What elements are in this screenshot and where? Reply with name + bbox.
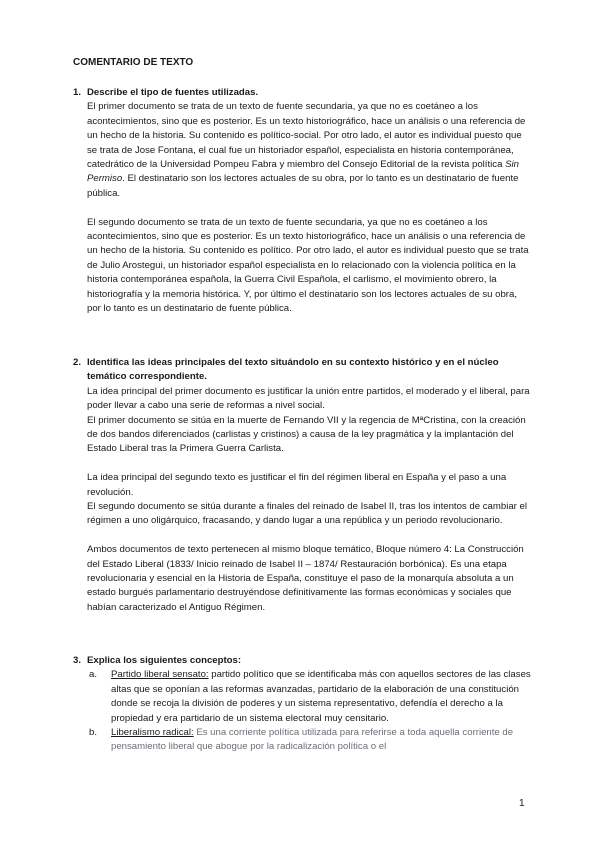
page-title: COMENTARIO DE TEXTO [73,57,194,68]
section-1-paragraph-2: El segundo documento se trata de un texto de fuente secundaria, ya que no es coetáneo a los acontecimientos, sino que es posterior. Es un texto historiográfico, hace un análisis o una referencia de un hecho de la historia. Su contenido es político. Por otro lado, el autor es individual puesto que se trata de Julio Arostegui, un historiador español especialista en lo relacionado con la violencia política en la historia contemporánea española, la Guerra Civil Española, el carlismo, el movimiento obrero, la historiografía y la memoria histórica. Y, por último el destinatario son los lectores actuales de su obra, por lo tanto es un destinatario de fuente pública. [87,216,529,315]
concept-b [87,726,533,755]
concept-a [87,668,533,726]
section-2-paragraph-4: El segundo documento se sitúa durante a finales del reinado de Isabel II, tras los intentos de cambiar el régimen a uno oligárquico, fracasando, y dando lugar a una república y un periodo revolucionario. [87,501,527,527]
section-2-heading [73,356,533,385]
section-1-title: Describe el tipo de fuentes utilizadas. [87,87,259,98]
section-3-number: 3. [73,655,82,666]
concept-b-definition: Es una corriente política utilizada para referirse a toda aquella corriente de pensamiento liberal que abogue por la radicalización política o el [111,727,514,753]
journal-title: Sin Permiso [87,159,519,185]
paragraph-text: . El destinatario son los lectores actuales de su obra, por lo tanto es un destinatario de fuente pública. [87,173,519,199]
concept-a-letter: a. [89,669,98,681]
section-1-number: 1. [73,87,82,98]
section-3 [73,654,533,755]
concept-a-term: Partido liberal sensato: [111,669,209,681]
section-3-heading [73,654,533,668]
section-2-paragraph-1: La idea principal del primer documento es justificar la unión entre partidos, el moderado y el liberal, para poder llevar a cabo una serie de reformas a nivel social. [87,385,530,412]
concept-a-definition: partido político que se identificaba más con aquellos sectores de las clases altas que se oponían a las reformas avanzadas, partidario de la elaboración de una constitución donde se recoja la división de poderes y un sistema representativo, defendía el derecho a la propiedad y era partidario de un sistema electoral muy censitario. [111,669,531,724]
section-3-title: Explica los siguientes conceptos: [87,655,242,666]
section-2-paragraph-5: Ambos documentos de texto pertenecen al mismo bloque temático, Bloque número 4: La Construcción del Estado Liberal (1833/ Inicio reinado de Isabel II – 1874/ Restauración borbónica). Es una etapa revolucionaria y esencial en la Historia de España, constituye el paso de la monarquía absoluta a un estado burgués parlamentario destruyéndose definitivamente las formas económicas y sociales que habían caracterizado el Antiguo Régimen. [87,544,524,613]
concept-b-letter: b. [89,727,98,739]
section-2 [73,356,533,615]
section-1 [73,86,533,316]
concept-b-term: Liberalismo radical: [111,727,194,739]
section-1-heading [73,86,533,100]
paragraph-text: El primer documento se trata de un texto de fuente secundaria, ya que no es coetáneo a los acontecimientos, sino que es posterior. Es un texto historiográfico, hace un análisis o una referencia de un hecho de la historia. Su contenido es político-social. Por otro lado, el autor es individual puesto que se trata de Jose Fontana, el cual fue un historiador español, especialista en historia contemporánea, catedrático de la Universidad Pompeu Fabra y miembro del Consejo Editorial de la revista política [87,101,526,171]
section-2-paragraph-2: El primer documento se sitúa en la muerte de Fernando VII y la regencia de MªCristina, con la creación de dos bandos diferenciados (carlistas y cristinos) a causa de la ley pragmática y la implantación del Estado Liberal tras la Primera Guerra Carlista. [87,414,526,455]
section-2-number: 2. [73,357,82,368]
section-1-paragraph-1 [87,100,533,201]
page-number: 1 [519,798,525,809]
section-2-paragraph-3: La idea principal del segundo texto es justificar el fin del régimen liberal en España y el paso a una revolución. [87,472,507,498]
section-2-title: Identifica las ideas principales del texto situándolo en su contexto histórico y en el núcleo temático correspondiente. [87,357,499,383]
